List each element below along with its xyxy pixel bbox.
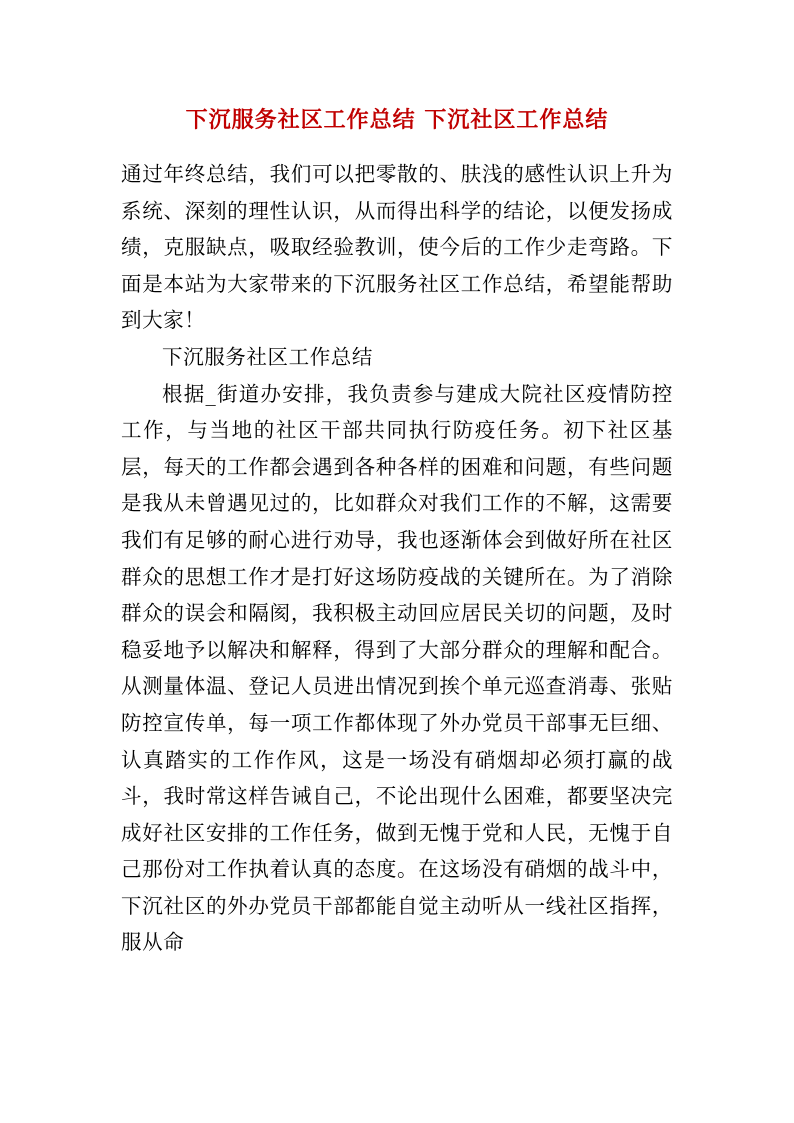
document-title: 下沉服务社区工作总结 下沉社区工作总结: [185, 107, 609, 133]
intro-paragraph: 通过年终总结，我们可以把零散的、肤浅的感性认识上升为系统、深刻的理性认识，从而得出科学的结论，以便发扬成绩，克服缺点，吸取经验教训，使今后的工作少走弯路。下面是本站为大家带来的下沉服务社区工作总结，希望能帮助到大家！: [121, 162, 673, 333]
section-heading: 下沉服务社区工作总结: [162, 344, 373, 369]
body-paragraph: 根据_街道办安排，我负责参与建成大院社区疫情防控工作，与当地的社区干部共同执行防疫任务。初下社区基层，每天的工作都会遇到各种各样的困难和问题，有些问题是我从未曾遇见过的，比如群众对我们工作的不解，这需要我们有足够的耐心进行劝导，我也逐渐体会到做好所在社区群众的思想工作才是打好这场防疫战的关键所在。为了消除群众的误会和隔阂，我积极主动回应居民关切的问题，及时稳妥地予以解决和解释，得到了大部分群众的理解和配合。从测量体温、登记人员进出情况到挨个单元巡查消毒、张贴防控宣传单，每一项工作都体现了外办党员干部事无巨细、认真踏实的工作作风，这是一场没有硝烟却必须打赢的战斗，我时常这样告诫自己，不论出现什么困难，都要坚决完成好社区安排的工作任务，做到无愧于党和人民，无愧于自己那份对工作执着认真的态度。在这场没有硝烟的战斗中，下沉社区的外办党员干部都能自觉主动听从一线社区指挥，服从命: [121, 381, 673, 955]
document-body: [121, 156, 673, 961]
